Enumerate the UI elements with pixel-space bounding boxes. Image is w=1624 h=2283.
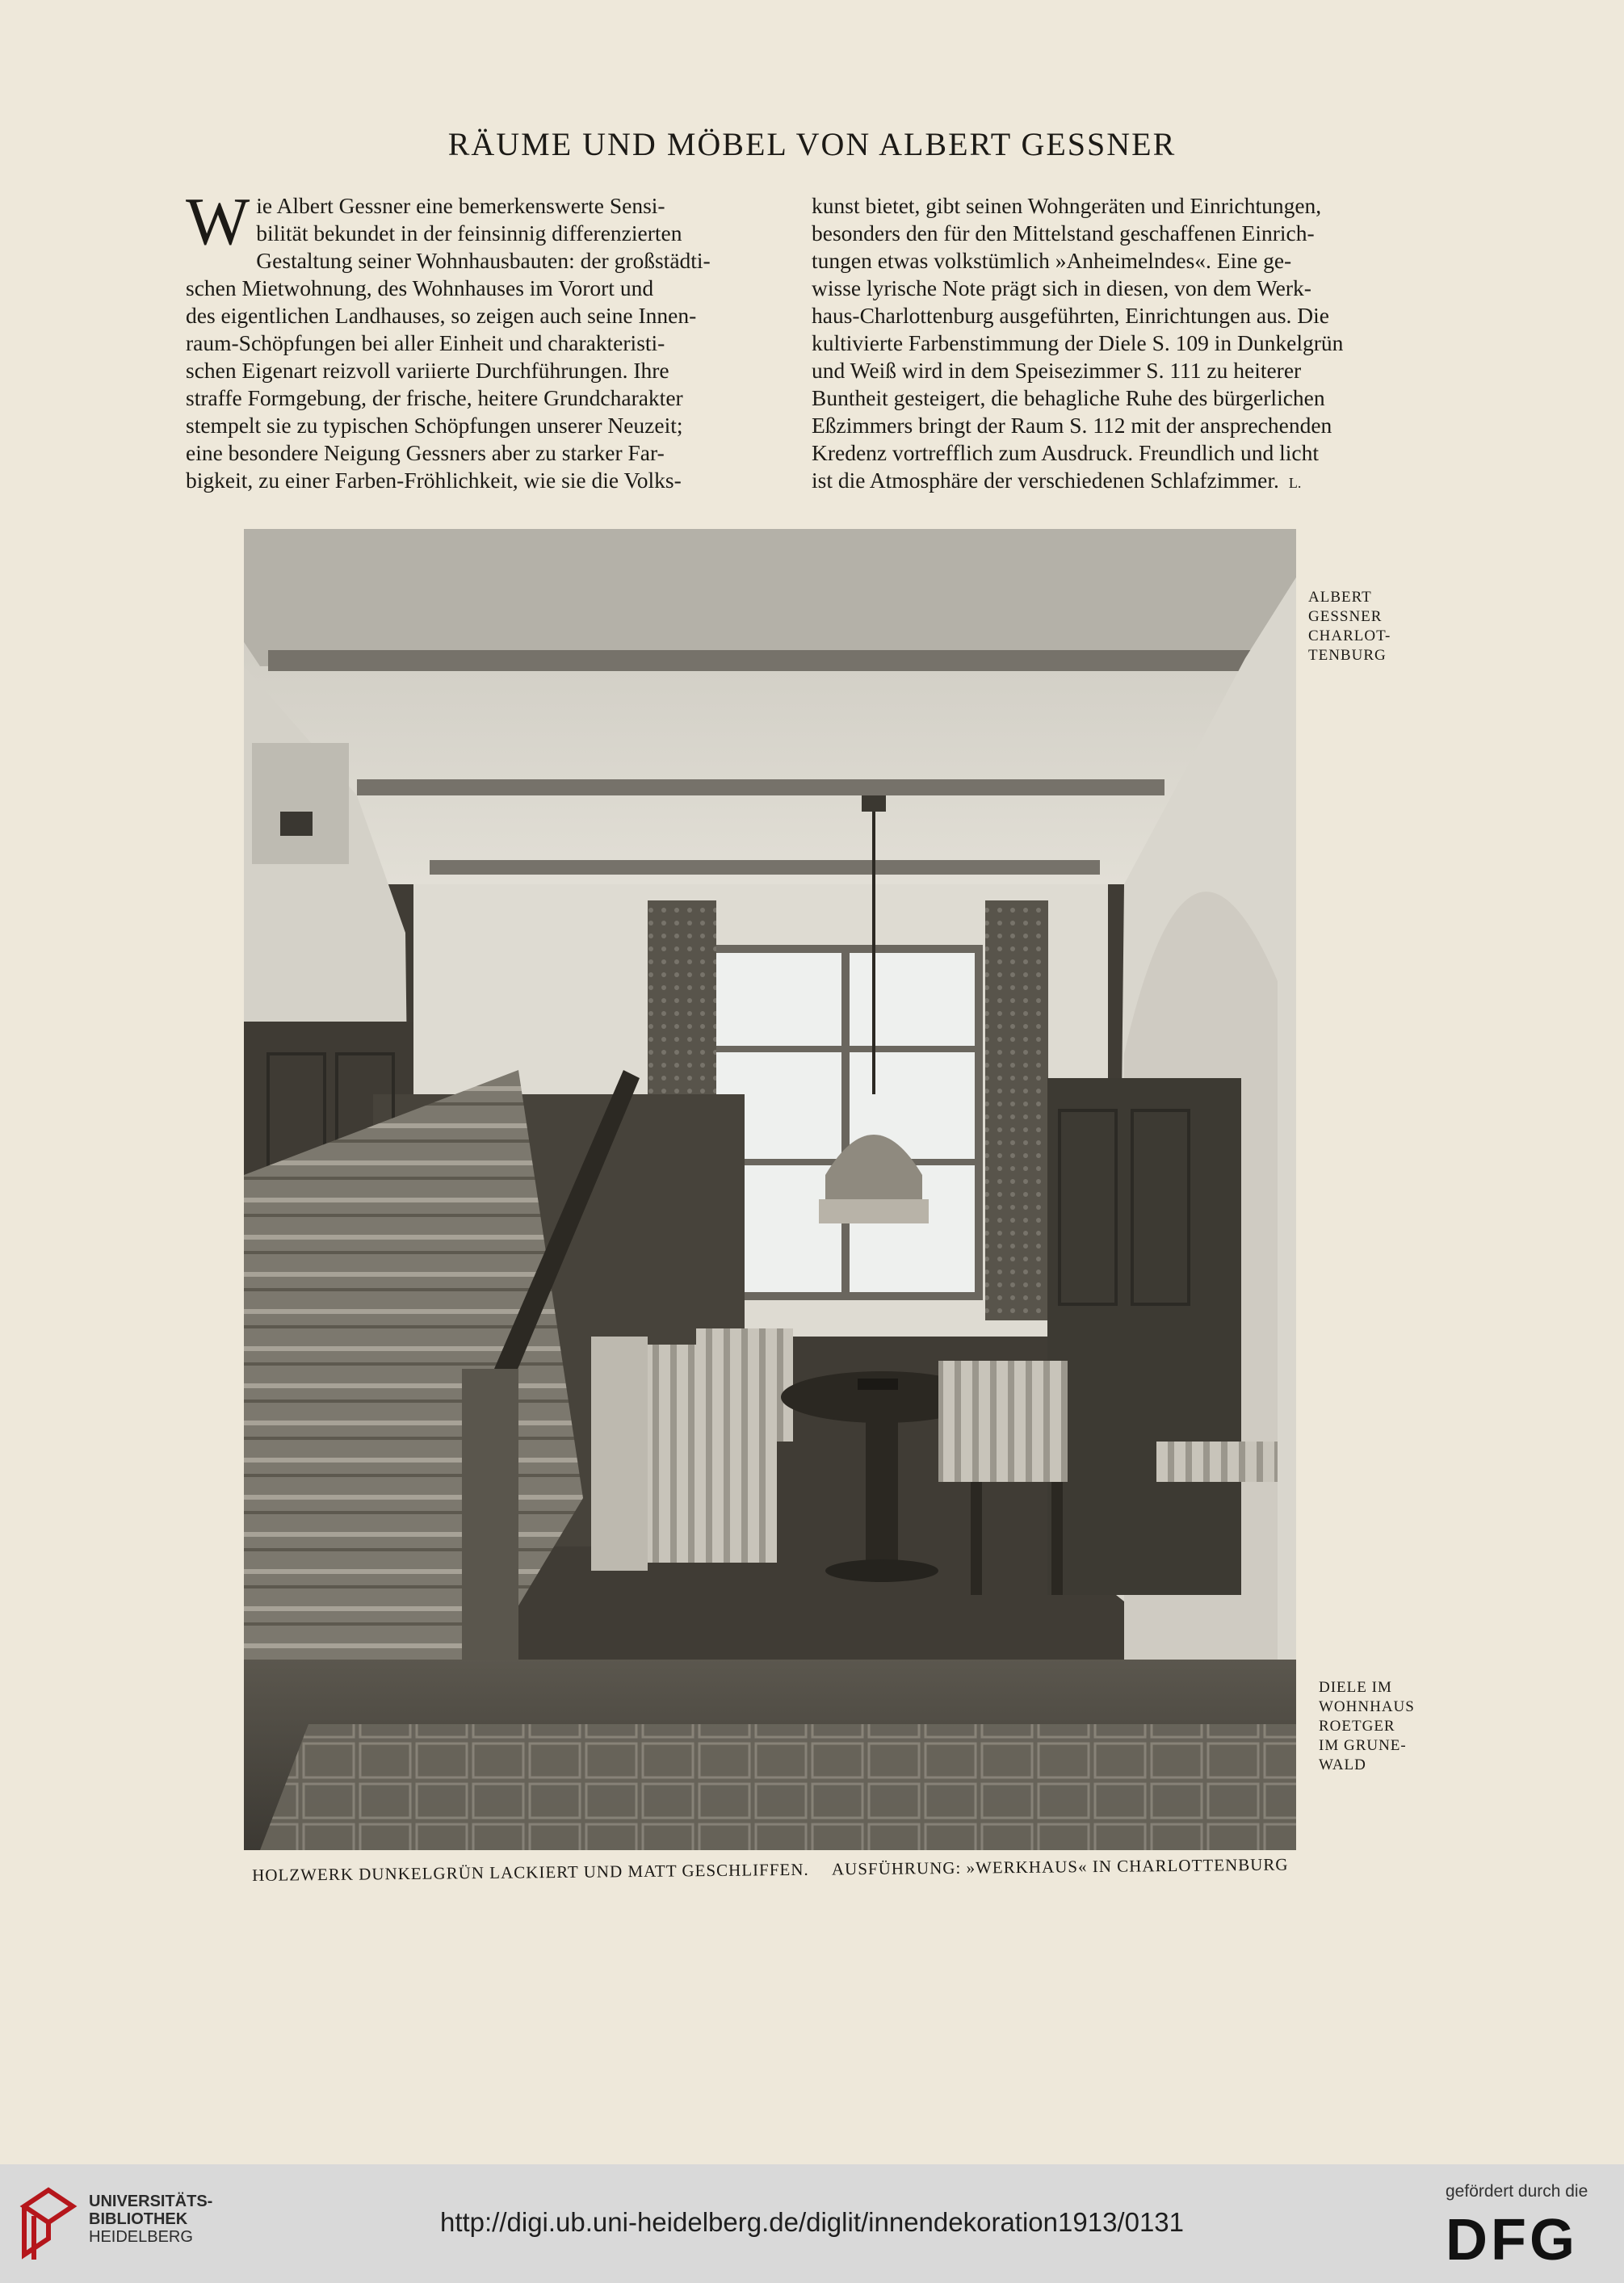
text-line-last: ist die Atmosphäre der verschiedenen Schlafzimmer. xyxy=(812,468,1279,493)
permalink-url[interactable]: http://digi.ub.uni-heidelberg.de/diglit/innendekoration1913/0131 xyxy=(439,2207,1185,2237)
text-line: und Weiß wird in dem Speisezimmer S. 111 zu heiterer xyxy=(812,358,1302,383)
caption-line: ALBERT xyxy=(1308,589,1372,606)
text-line: Kredenz vortrefflich zum Ausdruck. Freundlich und licht xyxy=(812,440,1320,465)
funding-label: gefördert durch die xyxy=(1446,2182,1588,2201)
text-line: bilität bekundet in der feinsinnig differenzierten xyxy=(256,220,682,246)
text-line: raum-Schöpfungen bei aller Einheit und charakteristi- xyxy=(186,330,665,355)
caption-line: WALD xyxy=(1319,1756,1366,1773)
caption-line: IM GRUNE- xyxy=(1319,1737,1407,1754)
drop-cap: W xyxy=(186,184,250,259)
text-line: besonders den für den Mittelstand geschaffenen Einrich- xyxy=(812,220,1315,246)
text-line: straffe Formgebung, der frische, heitere Grundcharakter xyxy=(186,385,683,410)
text-line: schen Eigenart reizvoll variierte Durchführungen. Ihre xyxy=(186,358,669,383)
text-line: tungen etwas volkstümlich »Anheimelndes«. Eine ge- xyxy=(812,248,1292,273)
text-line: haus-Charlottenburg ausgeführten, Einrichtungen aus. Die xyxy=(812,303,1329,328)
text-line: eine besondere Neigung Gessners aber zu starker Far- xyxy=(186,440,665,465)
text-line: bigkeit, zu einer Farben-Fröhlichkeit, wie sie die Volks- xyxy=(186,468,682,493)
text-line: Buntheit gesteigert, die behagliche Ruhe des bürgerlichen xyxy=(812,385,1325,410)
caption-material: HOLZWERK DUNKELGRÜN LACKIERT UND MATT GESCHLIFFEN. xyxy=(252,1859,809,1885)
library-name-line: HEIDELBERG xyxy=(89,2228,193,2246)
interior-photograph xyxy=(244,529,1296,1850)
hall-interior-illustration xyxy=(244,529,1296,1850)
digitization-footer xyxy=(0,2164,1624,2283)
page-headline: RÄUME UND MÖBEL VON ALBERT GESSNER xyxy=(447,126,1177,162)
text-line: kunst bietet, gibt seinen Wohngeräten und Einrichtungen, xyxy=(812,193,1322,218)
article-column-left xyxy=(186,184,787,494)
text-line: Eßzimmers bringt der Raum S. 112 mit der ansprechenden xyxy=(812,413,1332,438)
dfg-logo: DFG xyxy=(1446,2208,1578,2273)
text-line: kultivierte Farbenstimmung der Diele S. 109 in Dunkelgrün xyxy=(812,330,1344,355)
text-line: Gestaltung seiner Wohnhausbauten: der großstädti- xyxy=(256,248,711,273)
caption-line: DIELE IM xyxy=(1319,1679,1392,1696)
author-signature: L. xyxy=(1288,475,1302,491)
text-line: schen Mietwohnung, des Wohnhauses im Vorort und xyxy=(186,275,654,300)
caption-line: TENBURG xyxy=(1308,647,1387,664)
library-name-line: UNIVERSITÄTS- xyxy=(89,2193,213,2210)
photo-title-caption xyxy=(1319,1678,1415,1775)
caption-line: GESSNER xyxy=(1308,608,1383,625)
text-line xyxy=(812,467,1413,497)
caption-line: CHARLOT- xyxy=(1308,627,1391,644)
photo-credit-caption xyxy=(1308,588,1391,665)
caption-execution: AUSFÜHRUNG: »WERKHAUS« IN CHARLOTTENBURG xyxy=(831,1854,1289,1879)
text-line: stempelt sie zu typischen Schöpfungen unserer Neuzeit; xyxy=(186,413,683,438)
library-name-line: BIBLIOTHEK xyxy=(89,2210,188,2228)
photo-description-caption xyxy=(252,1854,1318,1886)
text-line: ie Albert Gessner eine bemerkenswerte Sensi- xyxy=(256,193,665,218)
article-column-right xyxy=(812,192,1413,497)
text-line: des eigentlichen Landhauses, so zeigen auch seine Innen- xyxy=(186,303,697,328)
caption-line: ROETGER xyxy=(1319,1718,1395,1735)
caption-line: WOHNHAUS xyxy=(1319,1698,1415,1715)
text-line: wisse lyrische Note prägt sich in diesen, von dem Werk- xyxy=(812,275,1311,300)
